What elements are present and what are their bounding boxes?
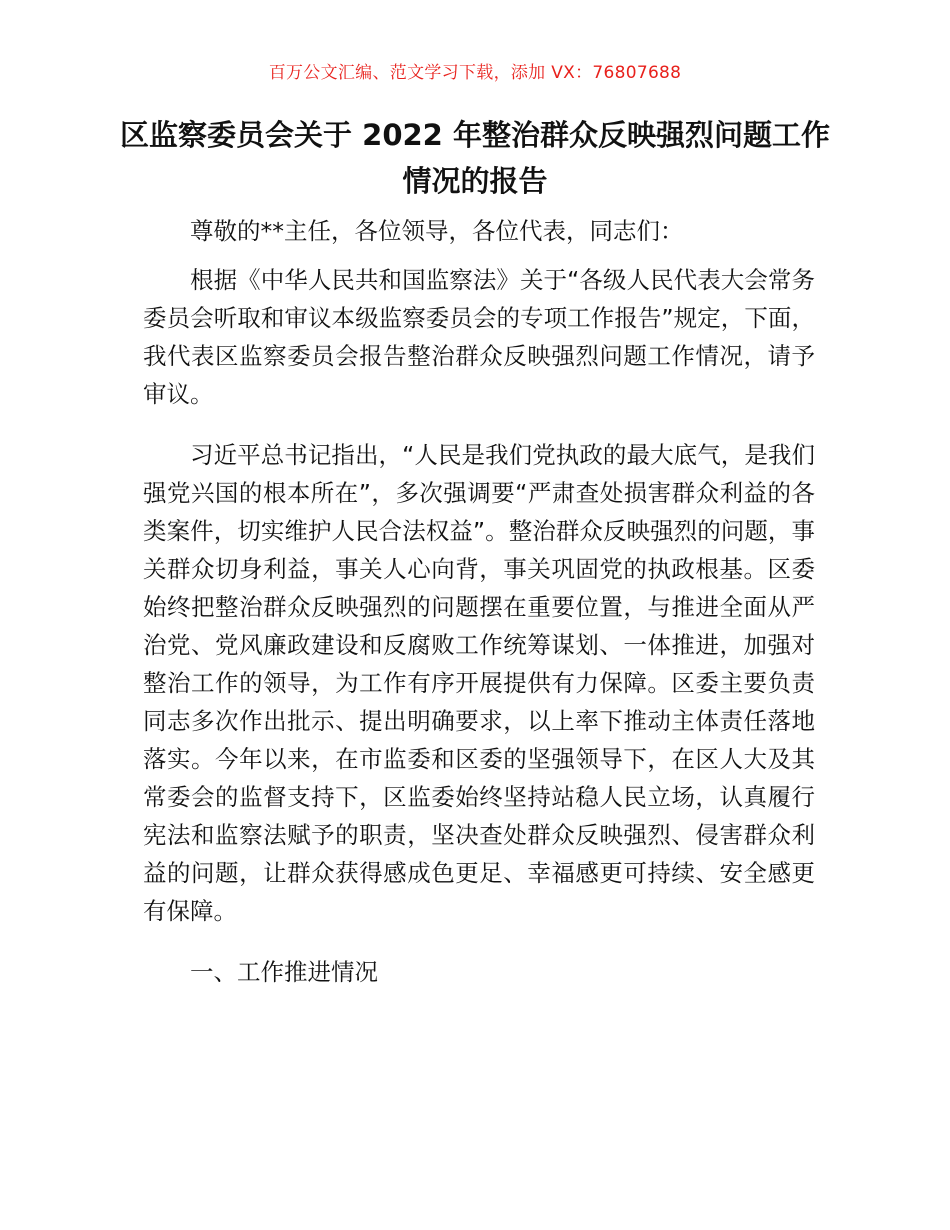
body-paragraph-1: 根据《中华人民共和国监察法》关于“各级人民代表大会常务委员会听取和审议本级监察委员会的专项工作报告”规定，下面，我代表区监察委员会报告整治群众反映强烈问题工作情况，请予审议。 [143,266,815,408]
document-title: 区监察委员会关于 2022 年整治群众反映强烈问题工作情况的报告 [120,118,830,198]
greeting-line: 尊敬的**主任，各位领导，各位代表，同志们： [190,217,684,245]
body-paragraph-2: 习近平总书记指出，“人民是我们党执政的最大底气，是我们强党兴国的根本所在”，多次强调要“严肃查处损害群众利益的各类案件，切实维护人民合法权益”。整治群众反映强烈的问题，事关群众切身利益，事关人心向背，事关巩固党的执政根基。区委始终把整治群众反映强烈的问题摆在重要位置，与推进全面从严治党、党风廉政建设和反腐败工作统筹谋划、一体推进，加强对整治工作的领导，为工作有序开展提供有力保障。区委主要负责同志多次作出批示、提出明确要求，以上率下推动主体责任落地落实。今年以来，在市监委和区委的坚强领导下，在区人大及其常委会的监督支持下，区监委始终坚持站稳人民立场，认真履行宪法和监察法赋予的职责，坚决查处群众反映强烈、侵害群众利益的问题，让群众获得感成色更足、幸福感更可持续、安全感更有保障。 [143,441,815,925]
document-body [143,212,815,991]
header-ad-text: 百万公文汇编、范文学习下载，添加 VX：76807688 [268,63,682,83]
section-heading: 一、工作推进情况 [190,958,378,986]
